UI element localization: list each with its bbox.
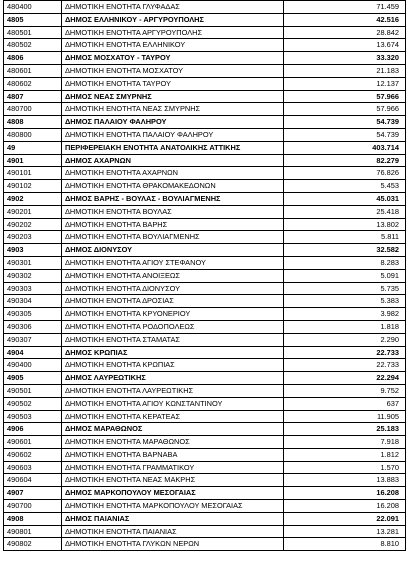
table-row	[4, 500, 406, 513]
value-cell: 22.733	[284, 359, 406, 372]
name-cell: ΔΗΜΟΣ ΒΑΡΗΣ - ΒΟΥΛΑΣ - ΒΟΥΛΙΑΓΜΕΝΗΣ	[62, 192, 284, 205]
value-cell: 5.091	[284, 269, 406, 282]
code-cell: 4905	[4, 372, 62, 385]
value-cell: 9.752	[284, 384, 406, 397]
value-cell: 71.459	[284, 1, 406, 14]
code-cell: 490700	[4, 500, 62, 513]
value-cell: 16.208	[284, 487, 406, 500]
code-cell: 4806	[4, 52, 62, 65]
table-row	[4, 269, 406, 282]
code-cell: 4903	[4, 244, 62, 257]
table-row	[4, 320, 406, 333]
name-cell: ΔΗΜΟΤΙΚΗ ΕΝΟΤΗΤΑ ΜΟΣΧΑΤΟΥ	[62, 64, 284, 77]
value-cell: 8.283	[284, 256, 406, 269]
code-cell: 490202	[4, 218, 62, 231]
value-cell: 5.735	[284, 282, 406, 295]
value-cell: 54.739	[284, 116, 406, 129]
name-cell: ΔΗΜΟΤΙΚΗ ΕΝΟΤΗΤΑ ΑΓΙΟΥ ΚΩΝΣΤΑΝΤΙΝΟΥ	[62, 397, 284, 410]
code-cell: 4807	[4, 90, 62, 103]
table-row	[4, 39, 406, 52]
code-cell: 490102	[4, 180, 62, 193]
code-cell: 4908	[4, 512, 62, 525]
code-cell: 480502	[4, 39, 62, 52]
code-cell: 490400	[4, 359, 62, 372]
value-cell: 22.294	[284, 372, 406, 385]
code-cell: 490604	[4, 474, 62, 487]
code-cell: 490503	[4, 410, 62, 423]
table-row	[4, 218, 406, 231]
table-row-municipality	[4, 90, 406, 103]
name-cell: ΔΗΜΟΤΙΚΗ ΕΝΟΤΗΤΑ ΔΙΟΝΥΣΟΥ	[62, 282, 284, 295]
value-cell: 7.918	[284, 436, 406, 449]
code-cell: 4907	[4, 487, 62, 500]
name-cell: ΔΗΜΟΣ ΕΛΛΗΝΙΚΟΥ - ΑΡΓΥΡΟΥΠΟΛΗΣ	[62, 13, 284, 26]
name-cell: ΔΗΜΟΤΙΚΗ ΕΝΟΤΗΤΑ ΑΝΟΙΞΕΩΣ	[62, 269, 284, 282]
value-cell: 16.208	[284, 500, 406, 513]
table-row-municipality	[4, 52, 406, 65]
name-cell: ΔΗΜΟΣ ΠΑΙΑΝΙΑΣ	[62, 512, 284, 525]
code-cell: 480501	[4, 26, 62, 39]
code-cell: 4904	[4, 346, 62, 359]
value-cell: 5.453	[284, 180, 406, 193]
table-row	[4, 359, 406, 372]
code-cell: 480601	[4, 64, 62, 77]
table-row-municipality	[4, 141, 406, 154]
code-cell: 480700	[4, 103, 62, 116]
value-cell: 76.826	[284, 167, 406, 180]
value-cell: 32.582	[284, 244, 406, 257]
table-row	[4, 231, 406, 244]
table-row-municipality	[4, 192, 406, 205]
name-cell: ΔΗΜΟΣ ΚΡΩΠΙΑΣ	[62, 346, 284, 359]
name-cell: ΔΗΜΟΤΙΚΗ ΕΝΟΤΗΤΑ ΒΑΡΝΑΒΑ	[62, 448, 284, 461]
code-cell: 480602	[4, 77, 62, 90]
value-cell: 22.091	[284, 512, 406, 525]
value-cell: 637	[284, 397, 406, 410]
code-cell: 480800	[4, 128, 62, 141]
table-row-municipality	[4, 154, 406, 167]
name-cell: ΔΗΜΟΤΙΚΗ ΕΝΟΤΗΤΑ ΑΧΑΡΝΩΝ	[62, 167, 284, 180]
name-cell: ΔΗΜΟΤΙΚΗ ΕΝΟΤΗΤΑ ΓΛΥΦΑΔΑΣ	[62, 1, 284, 14]
value-cell: 8.810	[284, 538, 406, 551]
value-cell: 28.842	[284, 26, 406, 39]
value-cell: 403.714	[284, 141, 406, 154]
name-cell: ΔΗΜΟΤΙΚΗ ΕΝΟΤΗΤΑ ΒΟΥΛΑΣ	[62, 205, 284, 218]
code-cell: 490801	[4, 525, 62, 538]
code-cell: 490305	[4, 308, 62, 321]
code-cell: 4805	[4, 13, 62, 26]
table-row-municipality	[4, 13, 406, 26]
name-cell: ΔΗΜΟΣ ΔΙΟΝΥΣΟΥ	[62, 244, 284, 257]
value-cell: 3.982	[284, 308, 406, 321]
code-cell: 49	[4, 141, 62, 154]
name-cell: ΔΗΜΟΤΙΚΗ ΕΝΟΤΗΤΑ ΡΟΔΟΠΟΛΕΩΣ	[62, 320, 284, 333]
value-cell: 1.818	[284, 320, 406, 333]
name-cell: ΔΗΜΟΤΙΚΗ ΕΝΟΤΗΤΑ ΘΡΑΚΟΜΑΚΕΔΟΝΩΝ	[62, 180, 284, 193]
name-cell: ΔΗΜΟΤΙΚΗ ΕΝΟΤΗΤΑ ΚΡΥΟΝΕΡΙΟΥ	[62, 308, 284, 321]
name-cell: ΔΗΜΟΤΙΚΗ ΕΝΟΤΗΤΑ ΚΡΩΠΙΑΣ	[62, 359, 284, 372]
name-cell: ΔΗΜΟΤΙΚΗ ΕΝΟΤΗΤΑ ΜΑΡΚΟΠΟΥΛΟΥ ΜΕΣΟΓΑΙΑΣ	[62, 500, 284, 513]
population-table-container	[3, 0, 405, 551]
value-cell: 57.966	[284, 103, 406, 116]
name-cell: ΔΗΜΟΣ ΛΑΥΡΕΩΤΙΚΗΣ	[62, 372, 284, 385]
code-cell: 480400	[4, 1, 62, 14]
table-row	[4, 1, 406, 14]
table-row	[4, 410, 406, 423]
code-cell: 4808	[4, 116, 62, 129]
code-cell: 490302	[4, 269, 62, 282]
table-row-municipality	[4, 423, 406, 436]
table-row-municipality	[4, 487, 406, 500]
table-row	[4, 64, 406, 77]
name-cell: ΔΗΜΟΤΙΚΗ ΕΝΟΤΗΤΑ ΑΓΙΟΥ ΣΤΕΦΑΝΟΥ	[62, 256, 284, 269]
name-cell: ΔΗΜΟΣ ΑΧΑΡΝΩΝ	[62, 154, 284, 167]
table-row	[4, 103, 406, 116]
value-cell: 1.570	[284, 461, 406, 474]
code-cell: 490201	[4, 205, 62, 218]
table-row-municipality	[4, 244, 406, 257]
table-row	[4, 384, 406, 397]
table-row-municipality	[4, 372, 406, 385]
name-cell: ΔΗΜΟΣ ΝΕΑΣ ΣΜΥΡΝΗΣ	[62, 90, 284, 103]
code-cell: 4902	[4, 192, 62, 205]
table-row	[4, 525, 406, 538]
table-row	[4, 436, 406, 449]
name-cell: ΔΗΜΟΣ ΜΑΡΑΘΩΝΟΣ	[62, 423, 284, 436]
value-cell: 13.802	[284, 218, 406, 231]
population-table	[3, 0, 406, 551]
table-row	[4, 77, 406, 90]
value-cell: 57.966	[284, 90, 406, 103]
code-cell: 490301	[4, 256, 62, 269]
table-row-municipality	[4, 512, 406, 525]
name-cell: ΔΗΜΟΤΙΚΗ ΕΝΟΤΗΤΑ ΚΕΡΑΤΕΑΣ	[62, 410, 284, 423]
table-row-municipality	[4, 346, 406, 359]
table-row-municipality	[4, 116, 406, 129]
name-cell: ΠΕΡΙΦΕΡΕΙΑΚΗ ΕΝΟΤΗΤΑ ΑΝΑΤΟΛΙΚΗΣ ΑΤΤΙΚΗΣ	[62, 141, 284, 154]
name-cell: ΔΗΜΟΤΙΚΗ ΕΝΟΤΗΤΑ ΜΑΡΑΘΩΝΟΣ	[62, 436, 284, 449]
name-cell: ΔΗΜΟΤΙΚΗ ΕΝΟΤΗΤΑ ΝΕΑΣ ΣΜΥΡΝΗΣ	[62, 103, 284, 116]
value-cell: 33.320	[284, 52, 406, 65]
table-row	[4, 295, 406, 308]
code-cell: 490501	[4, 384, 62, 397]
table-row	[4, 308, 406, 321]
name-cell: ΔΗΜΟΤΙΚΗ ΕΝΟΤΗΤΑ ΔΡΟΣΙΑΣ	[62, 295, 284, 308]
name-cell: ΔΗΜΟΤΙΚΗ ΕΝΟΤΗΤΑ ΑΡΓΥΡΟΥΠΟΛΗΣ	[62, 26, 284, 39]
name-cell: ΔΗΜΟΤΙΚΗ ΕΝΟΤΗΤΑ ΣΤΑΜΑΤΑΣ	[62, 333, 284, 346]
table-row	[4, 448, 406, 461]
name-cell: ΔΗΜΟΤΙΚΗ ΕΝΟΤΗΤΑ ΛΑΥΡΕΩΤΙΚΗΣ	[62, 384, 284, 397]
table-row	[4, 333, 406, 346]
value-cell: 25.418	[284, 205, 406, 218]
code-cell: 490304	[4, 295, 62, 308]
table-row	[4, 167, 406, 180]
name-cell: ΔΗΜΟΤΙΚΗ ΕΝΟΤΗΤΑ ΓΛΥΚΩΝ ΝΕΡΩΝ	[62, 538, 284, 551]
code-cell: 490603	[4, 461, 62, 474]
name-cell: ΔΗΜΟΣ ΜΑΡΚΟΠΟΥΛΟΥ ΜΕΣΟΓΑΙΑΣ	[62, 487, 284, 500]
value-cell: 25.183	[284, 423, 406, 436]
value-cell: 45.031	[284, 192, 406, 205]
table-row	[4, 256, 406, 269]
value-cell: 22.733	[284, 346, 406, 359]
name-cell: ΔΗΜΟΤΙΚΗ ΕΝΟΤΗΤΑ ΝΕΑΣ ΜΑΚΡΗΣ	[62, 474, 284, 487]
table-row	[4, 474, 406, 487]
code-cell: 490203	[4, 231, 62, 244]
name-cell: ΔΗΜΟΤΙΚΗ ΕΝΟΤΗΤΑ ΠΑΛΑΙΟΥ ΦΑΛΗΡΟΥ	[62, 128, 284, 141]
code-cell: 4906	[4, 423, 62, 436]
value-cell: 5.811	[284, 231, 406, 244]
name-cell: ΔΗΜΟΤΙΚΗ ΕΝΟΤΗΤΑ ΓΡΑΜΜΑΤΙΚΟΥ	[62, 461, 284, 474]
code-cell: 490303	[4, 282, 62, 295]
table-row	[4, 180, 406, 193]
code-cell: 490601	[4, 436, 62, 449]
value-cell: 21.183	[284, 64, 406, 77]
code-cell: 490307	[4, 333, 62, 346]
table-body	[4, 1, 406, 551]
value-cell: 5.383	[284, 295, 406, 308]
code-cell: 490101	[4, 167, 62, 180]
value-cell: 12.137	[284, 77, 406, 90]
name-cell: ΔΗΜΟΤΙΚΗ ΕΝΟΤΗΤΑ ΕΛΛΗΝΙΚΟΥ	[62, 39, 284, 52]
value-cell: 82.279	[284, 154, 406, 167]
name-cell: ΔΗΜΟΤΙΚΗ ΕΝΟΤΗΤΑ ΒΑΡΗΣ	[62, 218, 284, 231]
value-cell: 13.674	[284, 39, 406, 52]
value-cell: 1.812	[284, 448, 406, 461]
code-cell: 490306	[4, 320, 62, 333]
value-cell: 13.883	[284, 474, 406, 487]
value-cell: 13.281	[284, 525, 406, 538]
code-cell: 490602	[4, 448, 62, 461]
name-cell: ΔΗΜΟΤΙΚΗ ΕΝΟΤΗΤΑ ΒΟΥΛΙΑΓΜΕΝΗΣ	[62, 231, 284, 244]
value-cell: 11.905	[284, 410, 406, 423]
table-row	[4, 538, 406, 551]
code-cell: 490802	[4, 538, 62, 551]
table-row	[4, 461, 406, 474]
value-cell: 54.739	[284, 128, 406, 141]
table-row	[4, 397, 406, 410]
table-row	[4, 128, 406, 141]
value-cell: 2.290	[284, 333, 406, 346]
code-cell: 4901	[4, 154, 62, 167]
table-row	[4, 205, 406, 218]
name-cell: ΔΗΜΟΤΙΚΗ ΕΝΟΤΗΤΑ ΤΑΥΡΟΥ	[62, 77, 284, 90]
code-cell: 490502	[4, 397, 62, 410]
table-row	[4, 282, 406, 295]
value-cell: 42.516	[284, 13, 406, 26]
name-cell: ΔΗΜΟΤΙΚΗ ΕΝΟΤΗΤΑ ΠΑΙΑΝΙΑΣ	[62, 525, 284, 538]
table-row	[4, 26, 406, 39]
name-cell: ΔΗΜΟΣ ΜΟΣΧΑΤΟΥ - ΤΑΥΡΟΥ	[62, 52, 284, 65]
name-cell: ΔΗΜΟΣ ΠΑΛΑΙΟΥ ΦΑΛΗΡΟΥ	[62, 116, 284, 129]
